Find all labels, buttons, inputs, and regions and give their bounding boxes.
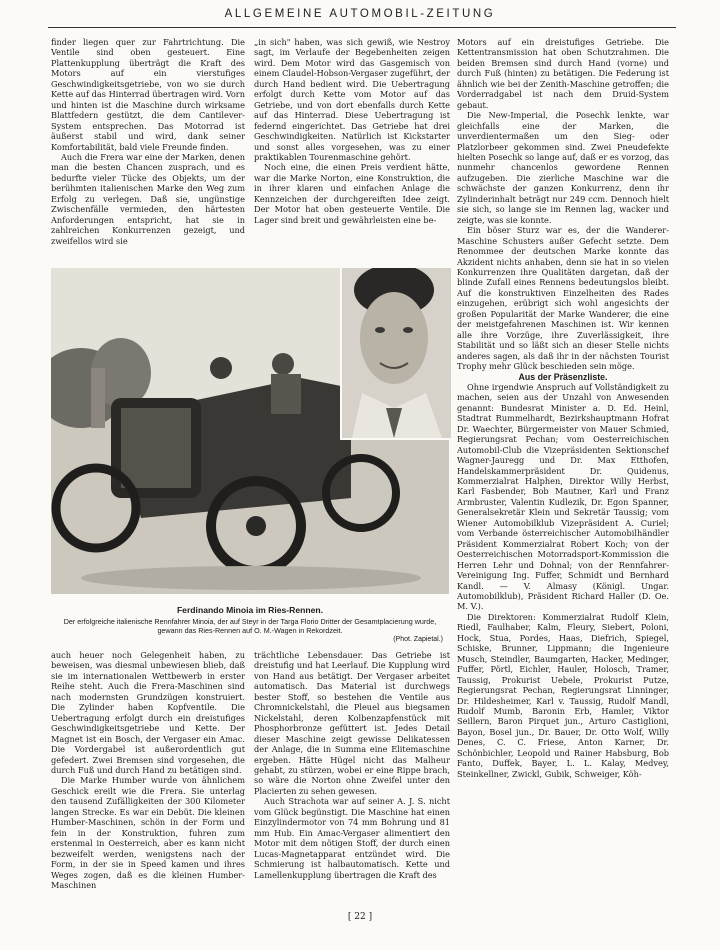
paragraph: Ohne irgendwie Anspruch auf Vollständigkeit zu machen, seien aus der Unzahl von Anwesenden genannt: Bundesrat Minister a. D. Ed. Heinl, Stadtrat Rummelhardt, Bezirkshauptmann Hofrat Dr. Waechter, Bürgermeister von Mauer Schmied, Regierungsrat Pechan; vom Oesterreichischen Automobil-Club die Vizepräsidenten Sektionschef Wagner-Jauregg und Dr. Max Etthofen, Handelskammerpräsident Dr. Quidenus, Kommerzialrat Halphen, Direktor Willy Herbst, Karl Fasbender, Bob Mautner, Karl und Franz Armbruster, Valentin Kudlezik, Dr. Egon Spanner, Generalsekretär Klein und Sekretär Taussig; vom Wiener Automobilklub Vizepräsident A. Curiel; vom Verbande österreichischer Automobilhändler Präsident Kommerzialrat Robert Koch; von der Oesterreichischen Motorradsport-Kommission die Herren Lehr und Dohnal; von der Rennfahrer-Vereinigung Ing. Fuffer, Schmidt und Bernhard Kandl. — V. Almasy (Königl. Ungar. Automobilklub), Präsident Richard Haller (D. Oe. M. V.). bbox=[457, 381, 669, 612]
column-3 bbox=[457, 37, 669, 907]
paragraph: „in sich" haben, was sich gewiß, wie Nestroy sagt, im Verlaufe der Begebenheiten zeigen wird. Dem Motor wird das Gasgemisch von einem Claudel-Hobson-Vergaser zugeführt, der durch Hand bedient wird. Die Uebertragung erfolgt durch Kette vom Motor auf das Getriebe, und von dort ebenfalls durch Kette auf das Hinterrad. Diese Uebertragung ist federnd eingerichtet. Das Getriebe hat drei Geschwindigkeiten. Natürlich ist Kickstarter und sonst alles vorgesehen, was zu einer praktikablen Tourenmaschine gehört. bbox=[254, 37, 450, 162]
paragraph: Ein böser Sturz war es, der die Wanderer-Maschine Schusters außer Gefecht setzte. Dem Renommee der deutschen Marke konnte das Akzident nichts anhaben, denn sie hat in so vielen Konkurrenzen ihre Qualitäten dargetan, daß der blinde Zufall eines Rennens bedeutungslos bleibt. Auf die konstruktiven Einzelheiten des Rades einzugehen, erübrigt sich wohl angesichts der großen Popularität der Marke Wanderer, die eine der meistgefahrenen Maschinen ist. Wir kennen alle ihre Vorzüge, ihre Zuverlässigkeit, ihre Stabilität und so läßt sich an dieser Stelle nichts anderes sagen, als daß ihr in der nächsten Tourist Trophy mehr Glück beschieden sein möge. bbox=[457, 225, 669, 372]
paragraph: Auch Strachota war auf seiner A. J. S. nicht vom Glück begünstigt. Die Maschine hat einen Einzylindermotor von 74 mm Bohrung und 81 mm Hub. Ein Amac-Vergaser alimentiert den Motor mit dem nötigen Stoff, der durch einen Lucas-Magnetapparat entzündet wird. Die Schmierung ist halbautomatisch. Kette und Lamellenkupplung übertragen die Kraft des bbox=[254, 796, 450, 880]
section-heading: Aus der Präsenzliste. bbox=[518, 371, 608, 382]
column-1-bottom bbox=[51, 650, 245, 908]
paragraph: finder liegen quer zur Fahrtrichtung. Die Ventile sind oben gesteuert. Eine Plattenkupplung überträgt die Kraft des Motors auf ein vierstufiges Geschwindigkeitsgetriebe, von wo sie durch Kette auf das Hinterrad übertragen wird. Vorn und hinten ist die Maschine durch wirksame Blattfedern gestützt, die dem Cantilever-System entsprechen. Das Motorrad ist äußerst stabil und wird, dank seiner Komfortabilität, bald viele Freunde finden. bbox=[51, 37, 245, 152]
paragraph: auch heuer noch Gelegenheit haben, zu beweisen, was diesmal unbewiesen blieb, daß sie im internationalen Wettbewerb in erster Reihe steht. Auch die Frera-Maschinen sind nach modernsten Grundzügen konstruiert. Die Zylinder haben Kopfventile. Die Uebertragung erfolgt durch ein dreistufiges Geschwindigkeitsgetriebe und Kette. Der Magnet ist ein Bosch, der Vergaser ein Amac. Die Vordergabel ist außerordentlich gut gefedert. Zwei Bremsen sind vorgesehen, die durch Fuß und durch Hand zu betätigen sind. bbox=[51, 650, 245, 775]
paragraph: Die New-Imperial, die Posechk lenkte, war gleichfalls eine der Marken, die unverdientermaßen um den Sieg- oder Platzlorbeer gekommen sind. Zwei Pneudefekte hielten Posechk so lange auf, daß er es vorzog, das nunmehr chancenlos gewordene Rennen aufzugeben. Die zierliche Maschine war die schwächste der ganzen Konkurrenz, denn ihr Zylinderinhalt beträgt nur 249 ccm. Dennoch hielt sie sich, so lange sie im Rennen lag, wacker und zeigte, was sie konnte. bbox=[457, 110, 669, 225]
minoia-portrait bbox=[340, 268, 451, 440]
photo-caption-title: Ferdinando Minoia im Ries-Rennen. bbox=[176, 605, 324, 615]
photo-caption: Der erfolgreiche italienische Rennfahrer Minoia, der auf Steyr in der Targa Florio Dritter der Gesamtplacierung wurde, gewann das Ries-Rennen auf O. M.-Wagen in Rekordzeit. bbox=[63, 617, 437, 635]
paragraph: Auch die Frera war eine der Marken, denen man die besten Chancen zusprach, und es bedurfte vieler Tücke des Objekts, um der berühmten italienischen Marke den Weg zum Erfolg zu verlegen. Daß sie, ungünstige Zwischenfälle vermieden, den härtesten Anforderungen entspricht, hat sie in zahlreichen Konkurrenzen gezeigt, und zweifellos wird sie bbox=[51, 151, 245, 246]
column-2-top bbox=[254, 37, 450, 259]
paragraph: trächtliche Lebensdauer. Das Getriebe ist dreistufig und hat Leerlauf. Die Kupplung wird von Hand aus betätigt. Der Vergaser arbeitet automatisch. Das Material ist durchwegs bester Stoff, so bestehen die Ventile aus Chromnickelstahl, die Pleuel aus biegsamen Nickelstahl, deren Kolbenzapfenstück mit Phosphorbronze gefüttert ist. Jedes Detail dieser Maschine zeigt gewisse Delikatessen der Anlage, die in Summa eine Elitemaschine ergeben. Hätte Hügel nicht das Malheur gehabt, zu stürzen, wobei er eine Rippe brach, so wäre die Norton ohne Zweifel unter den Placierten zu sehen gewesen. bbox=[254, 650, 450, 796]
column-1-top bbox=[51, 37, 245, 259]
paragraph: Die Direktoren: Kommerzialrat Rudolf Klein, Riedl, Faulhaber, Kalm, Fleury, Siebert, Poloni, Hock, Stua, Pordes, Haas, Diefrich, Spiegel, Schiske, Brunner, Lippmann; die Ingenieure Musch, Steindler, Baumgarten, Hacker, Medinger, Fuffer, Pörtl, Eichler, Hauler, Holosch, Tramer, Taussig, Prokurist Uebele, Prokurist Putze, Regierungsrat Pechan, Regierungsrat Linninger, Dr. Hildesheimer, Karl v. Taussig, Rudolf Mandl, Rudolf Mumb, Baronin Erb, Hamler, Viktor Seillern, Baron Pirquet jun., Arturo Castiglioni, Bayon, Bosel jun., Dr. Bauer, Dr. Otto Wolf, Willy Denes, C. C. Friese, Anton Karner, Dr. Schönbichler, Leopold und Rainer Habsburg, Bob Fanto, Duffek, Bayer, L. L. Kalay, Medvey, Steinkellner, Zwickl, Gubik, Schweiger, Köh- bbox=[457, 611, 669, 779]
paragraph: Noch eine, die einen Preis verdient hätte, war die Marke Norton, eine Konstruktion, die in ihrer klaren und einfachen Anlage die Kennzeichen der durchgereiften Idee zeigt. Der Motor hat oben gesteuerte Ventile. Die Lager sind breit und gewährleisten eine be- bbox=[254, 162, 450, 225]
paragraph: Die Marke Humber wurde von ähnlichem Geschick ereilt wie die Frera. Sie unterlag den tausend Zufälligkeiten der 300 Kilometer langen Strecke. Es war ein Debüt. Die kleinen Humber-Maschinen, schön in der Form und fein in der Konstruktion, fuhren zum erstenmal in Oesterreich, aber es kann nicht bezweifelt werden, wenigstens nach der Form, in der sie in Speed kamen und ihres Weges zogen, daß es die kleinen Humber-Maschinen bbox=[51, 775, 245, 890]
portrait-illustration bbox=[342, 268, 451, 438]
header-rule bbox=[48, 27, 676, 28]
masthead-title: ALLGEMEINE AUTOMOBIL-ZEITUNG bbox=[224, 8, 496, 20]
photo-credit: (Phot. Zapietal.) bbox=[393, 636, 443, 643]
page-number: [ 22 ] bbox=[347, 912, 373, 922]
paragraph: Motors auf ein dreistufiges Getriebe. Die Kettentransmission hat oben Schutzrahmen. Die beiden Bremsen sind durch Hand (vorne) und durch Fuß (hinten) zu betätigen. Die Federung ist ähnlich wie bei der Zenith-Maschine getroffen; die Vorderradgabel ist nach dem Druid-System gebaut. bbox=[457, 37, 669, 110]
column-2-bottom bbox=[254, 650, 450, 908]
